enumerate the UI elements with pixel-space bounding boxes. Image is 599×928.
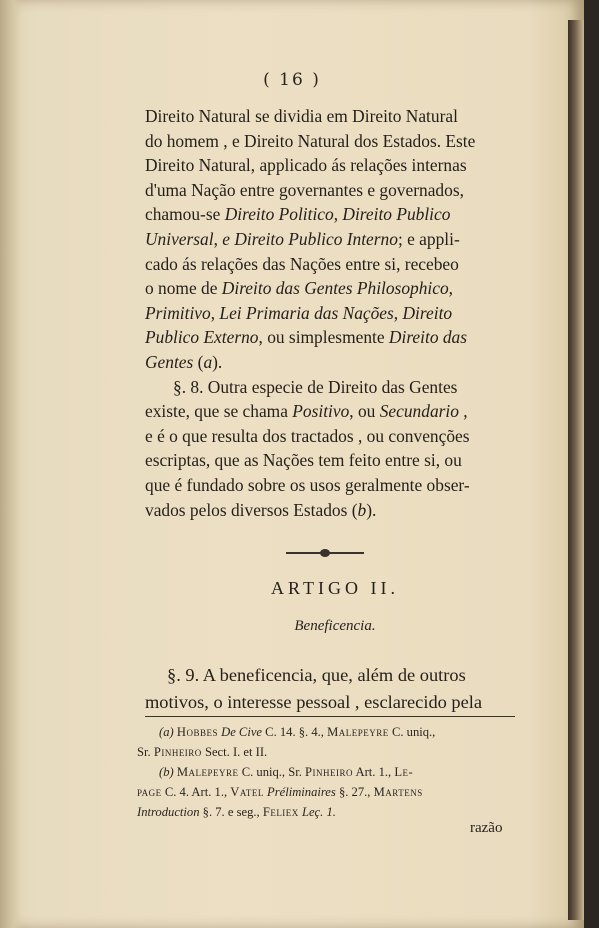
text-line: motivos, o interesse pessoal , esclarecido pela xyxy=(145,692,483,712)
footnote-a: (a) Hobbes De Cive C. 14. §. 4., Malepeyre C. uniq., Sr. Pinheiro Sect. I. et II. xyxy=(137,725,436,759)
text-line: vados pelos diversos Estados (b). xyxy=(145,499,377,520)
divider-ornament xyxy=(320,549,330,557)
footnote-b: (b) Malepeyre C. uniq., Sr. Pinheiro Art. 1., Le- page C. 4. Art. 1., Vatel Préliminaires §. 27., Martens Introduction §. 7. e seg., Feliex Leç. 1. xyxy=(137,765,423,819)
page-edge xyxy=(568,20,584,920)
article-subtitle: Beneficencia. xyxy=(294,618,376,634)
text-line: que é fundado sobre os usos geralmente obser- xyxy=(145,474,470,495)
text-line: cado ás relações das Nações entre si, recebeo xyxy=(145,253,459,274)
footnotes xyxy=(137,722,519,822)
text-line: existe, que se chama Positivo, ou Secundario , xyxy=(145,401,468,422)
text-line: escriptas, que as Nações tem feito entre si, ou xyxy=(145,450,462,471)
text-line: do homem , e Direito Natural dos Estados. Este xyxy=(145,130,476,151)
page-gutter xyxy=(0,0,22,928)
text-line: Gentes (a). xyxy=(145,351,223,372)
text-line: Primitivo, Lei Primaria das Nações, Direito xyxy=(145,302,453,323)
main-text xyxy=(145,104,525,522)
text-line: §. 9. A beneficencia, que, além de outros xyxy=(167,665,466,685)
page-number: ( 16 ) xyxy=(263,70,321,90)
text-line: o nome de Direito das Gentes Philosophico, xyxy=(145,278,454,299)
text-line: §. 8. Outra especie de Direito das Gentes xyxy=(173,376,458,397)
text-line: Direito Natural se dividia em Direito Natural xyxy=(145,106,458,126)
article-text xyxy=(145,662,517,716)
text-line: Universal, e Direito Publico Interno; e appli- xyxy=(145,228,460,249)
text-line: Publico Externo, ou simplesmente Direito das xyxy=(145,327,468,348)
catchword: razão xyxy=(470,820,503,836)
footnote-rule xyxy=(145,716,515,717)
text-line: d'uma Nação entre governantes e governados, xyxy=(145,179,464,200)
text-line: Direito Natural, applicado ás relações internas xyxy=(145,155,467,176)
text-line: e é o que resulta dos tractados , ou convenções xyxy=(145,425,470,446)
article-title: ARTIGO II. xyxy=(271,578,399,598)
text-line: chamou-se Direito Politico, Direito Publico xyxy=(145,204,451,225)
